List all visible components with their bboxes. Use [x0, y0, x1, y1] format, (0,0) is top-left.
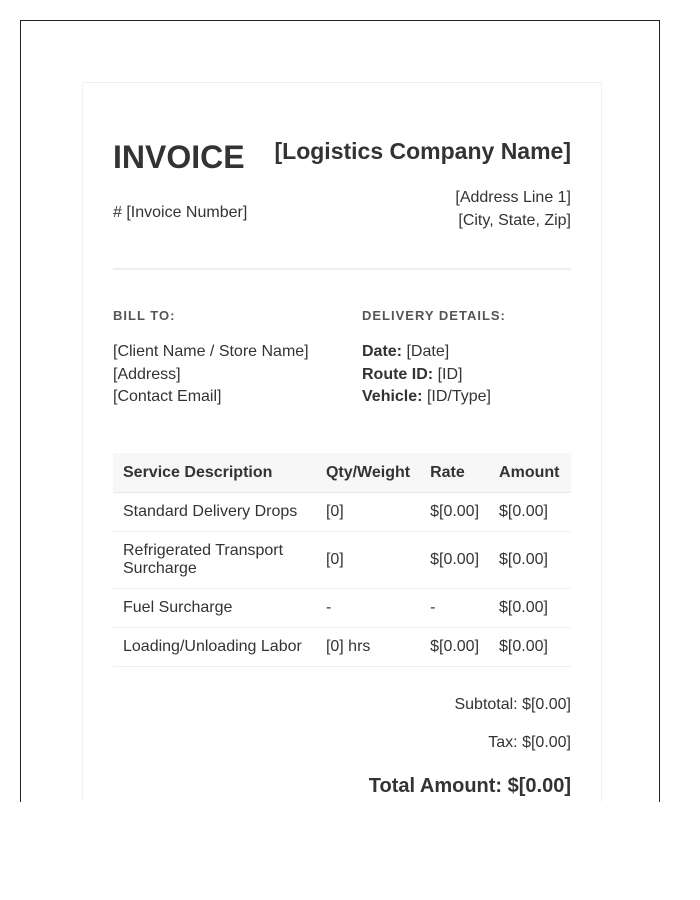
table-row [113, 532, 571, 589]
row-qty: [0] [316, 493, 420, 532]
table-row [113, 493, 571, 532]
row-qty: [0] hrs [316, 628, 420, 667]
delivery-details-block [362, 341, 491, 409]
delivery-vehicle [362, 386, 491, 409]
delivery-date-value: [Date] [406, 343, 450, 360]
company-name: [Logistics Company Name] [274, 138, 571, 164]
row-description: Loading/Unloading Labor [113, 628, 316, 667]
row-rate: - [420, 589, 489, 628]
row-qty: [0] [316, 532, 420, 589]
column-header-rate: Rate [420, 453, 489, 493]
row-rate: $[0.00] [420, 628, 489, 667]
delivery-route-value: [ID] [437, 365, 463, 383]
column-header-qty: Qty/Weight [316, 453, 420, 493]
table-header-row [113, 453, 571, 493]
client-name: [Client Name / Store Name] [113, 343, 309, 360]
table-row [113, 628, 571, 667]
totals-block [369, 695, 571, 798]
row-qty: - [316, 589, 420, 628]
row-amount: $[0.00] [489, 532, 571, 589]
bill-to-heading: BILL TO: [113, 308, 176, 323]
bill-to-block [113, 341, 309, 409]
column-header-description: Service Description [113, 453, 316, 493]
table-row [113, 589, 571, 628]
company-address [455, 187, 571, 232]
row-amount: $[0.00] [489, 589, 571, 628]
client-address: [Address] [113, 365, 181, 383]
row-rate: $[0.00] [420, 493, 489, 532]
invoice-number: # [Invoice Number] [113, 204, 248, 221]
total-amount: Total Amount: $[0.00] [368, 775, 571, 797]
delivery-route [362, 364, 491, 387]
client-contact: [Contact Email] [113, 388, 222, 405]
row-description: Fuel Surcharge [113, 589, 316, 628]
delivery-vehicle-value: [ID/Type] [426, 388, 491, 405]
delivery-route-label: Route ID: [362, 365, 434, 383]
delivery-date [362, 341, 491, 364]
row-description: Refrigerated Transport Surcharge [113, 532, 316, 589]
address-line-2: [City, State, Zip] [458, 211, 571, 229]
tax: Tax: $[0.00] [488, 734, 571, 751]
delivery-details-heading: DELIVERY DETAILS: [362, 308, 506, 323]
delivery-date-label: Date: [362, 343, 403, 360]
row-amount: $[0.00] [489, 493, 571, 532]
header-divider [113, 268, 571, 270]
services-table [113, 453, 571, 667]
address-line-1: [Address Line 1] [455, 189, 571, 206]
delivery-vehicle-label: Vehicle: [362, 388, 423, 405]
row-amount: $[0.00] [489, 628, 571, 667]
invoice-title: INVOICE [113, 139, 245, 175]
page-frame [20, 20, 660, 802]
subtotal: Subtotal: $[0.00] [454, 696, 571, 713]
invoice-card [82, 82, 602, 802]
column-header-amount: Amount [489, 453, 571, 493]
row-rate: $[0.00] [420, 532, 489, 589]
row-description: Standard Delivery Drops [113, 493, 316, 532]
